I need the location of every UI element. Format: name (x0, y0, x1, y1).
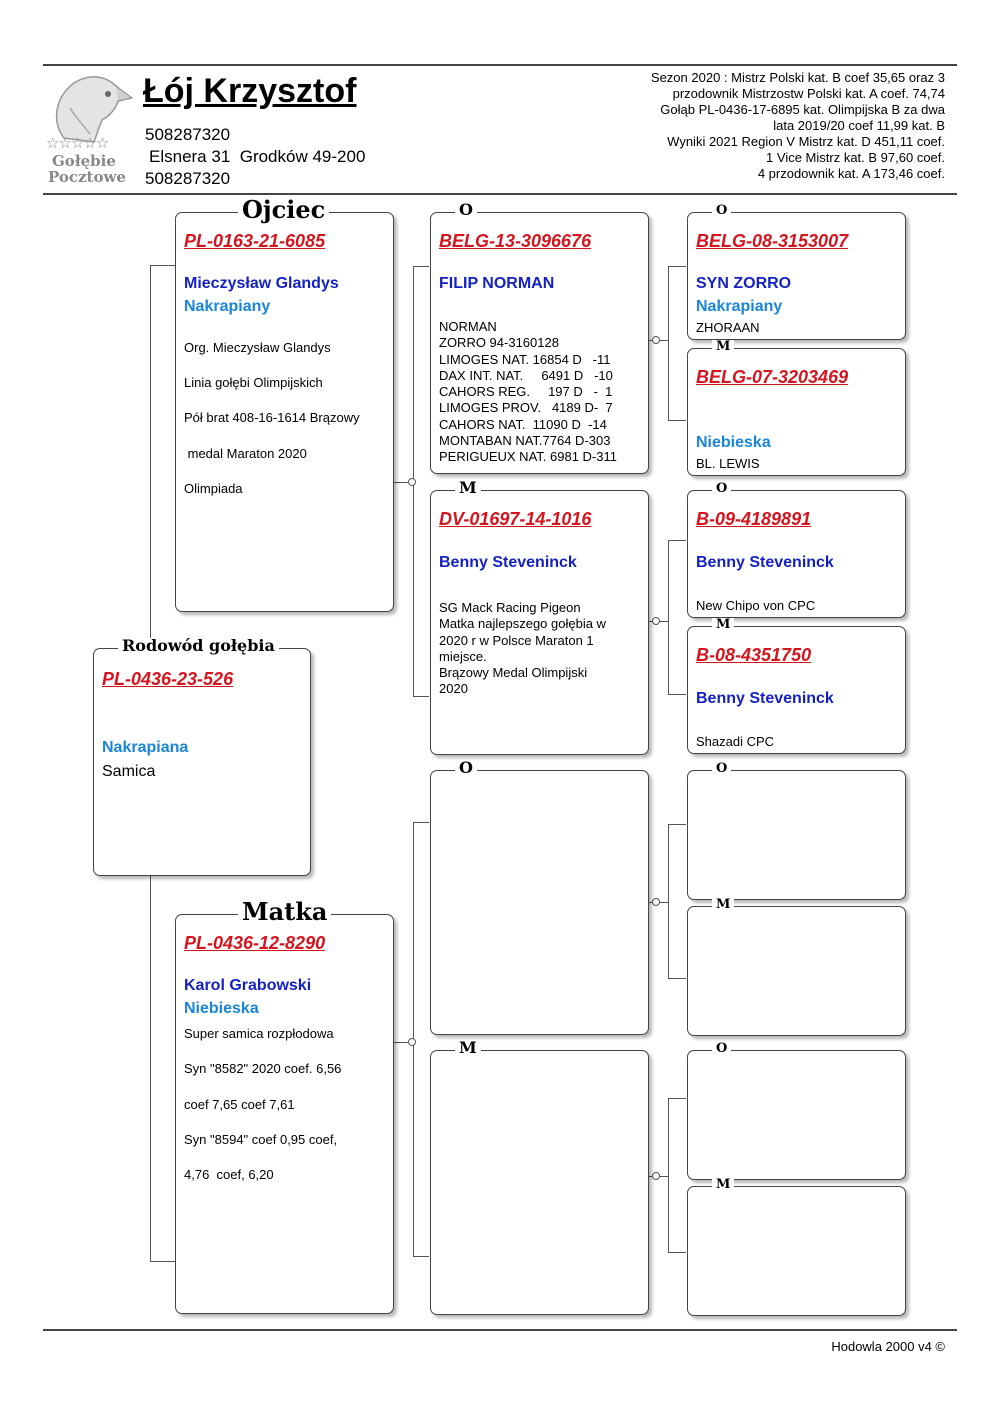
great-grandparent-card[interactable] (687, 203, 906, 340)
card-tag: O (712, 762, 731, 775)
connector-line (150, 876, 151, 1261)
logo (44, 68, 136, 188)
note-line: Syn "8582" 2020 coef. 6,56 (184, 1061, 342, 1076)
ring-number[interactable]: BELG-07-3203469 (696, 367, 849, 387)
ring-number[interactable]: PL-0436-12-8290 (184, 933, 326, 953)
connector-line (668, 420, 686, 421)
achievement-line: 1 Vice Mistrz kat. B 97,60 coef. (766, 150, 945, 165)
note-line: Super samica rozpłodowa (184, 1026, 334, 1041)
paternal-grandfather-card[interactable] (430, 200, 649, 474)
note-line: BL. LEWIS (696, 456, 760, 471)
pigeon-color: Nakrapiana (102, 739, 189, 756)
card-tag: Ojciec (238, 198, 329, 222)
connector-node (652, 898, 660, 906)
connector-line (150, 265, 175, 266)
note-line: New Chipo von CPC (696, 598, 816, 613)
card-tag: M (455, 480, 481, 496)
card-tag: O (712, 482, 731, 495)
footer-credit: Hodowla 2000 v4 © (831, 1339, 945, 1354)
pigeon-color: Nakrapiany (696, 298, 783, 315)
card-tag: Rodowód gołębia (118, 638, 279, 654)
ring-number[interactable]: DV-01697-14-1016 (439, 509, 592, 529)
card-tag: M (455, 1040, 481, 1056)
achievement-line: Wyniki 2021 Region V Mistrz kat. D 451,11 coef. (667, 134, 945, 149)
connector-line (668, 540, 669, 694)
mother-card[interactable] (175, 897, 394, 1314)
paternal-grandmother-card[interactable] (430, 478, 649, 755)
connector-node (408, 1038, 416, 1046)
owner-name: Karol Grabowski (184, 977, 312, 994)
great-grandparent-card[interactable] (687, 1177, 906, 1316)
connector-line (668, 824, 686, 825)
connector-line (668, 1098, 669, 1252)
connector-line (150, 1261, 175, 1262)
maternal-grandfather-card[interactable] (430, 758, 649, 1035)
connector-node (652, 617, 660, 625)
connector-node (652, 1172, 660, 1180)
card-tag: M (712, 898, 734, 911)
logo-stars: ☆☆☆☆☆ (46, 134, 109, 152)
note-line: Olimpiada (184, 481, 243, 496)
owner-name: Benny Steveninck (696, 690, 834, 707)
achievements (651, 70, 945, 182)
card-tag: O (712, 204, 731, 217)
note-line: Org. Mieczysław Glandys (184, 340, 331, 355)
great-grandparent-card[interactable] (687, 481, 906, 618)
card-tag: M (712, 340, 734, 353)
ring-number[interactable]: BELG-13-3096676 (439, 231, 592, 251)
ring-number[interactable]: B-09-4189891 (696, 509, 812, 529)
great-grandparent-card[interactable] (687, 1041, 906, 1180)
card-tag: M (712, 618, 734, 631)
connector-node (652, 336, 660, 344)
note-line: ZHORAAN (696, 320, 760, 335)
note-line: 4,76 coef, 6,20 (184, 1167, 274, 1182)
breeder-phone-2: 508287320 (145, 169, 231, 188)
pedigree-notes: SG Mack Racing Pigeon Matka najlepszego gołębia w 2020 r w Polsce Maraton 1 miejsce. Brązowy Medal Olimpijski 2020 (439, 600, 606, 697)
ring-number[interactable]: B-08-4351750 (696, 645, 812, 665)
owner-name: SYN ZORRO (696, 275, 792, 292)
achievement-line: Sezon 2020 : Mistrz Polski kat. B coef 35,65 oraz 3 (650, 70, 945, 85)
owner-name: FILIP NORMAN (439, 275, 555, 292)
owner-name: Benny Steveninck (696, 554, 834, 571)
breeder-address: Elsnera 31 Grodków 49-200 (149, 147, 366, 166)
ring-number[interactable]: PL-0163-21-6085 (184, 231, 326, 251)
card-tag: O (455, 202, 477, 218)
connector-line (668, 266, 669, 420)
connector-node (408, 478, 416, 486)
great-grandparent-card[interactable] (687, 761, 906, 900)
subject-pigeon-card[interactable] (93, 636, 311, 876)
breeder-name: Łój Krzysztof (143, 72, 357, 110)
breeder-phone: 508287320 (145, 125, 231, 144)
note-line: medal Maraton 2020 (184, 446, 307, 461)
logo-text-line1: Gołębie (52, 152, 116, 170)
connector-line (668, 1252, 686, 1253)
pedigree-notes: NORMAN ZORRO 94-3160128 LIMOGES NAT. 16854 D -11 DAX INT. NAT. 6491 D -10 CAHORS REG. 197 D - 1 LIMOGES PROV. 4189 D- 7 CAHORS NAT. 11090 D -14 MONTABAN NAT.7764 D-303 PERIGUEUX NAT. 6981 D-311 (439, 319, 617, 465)
maternal-grandmother-card[interactable] (430, 1038, 649, 1315)
great-grandparent-card[interactable] (687, 897, 906, 1036)
logo-text-line2: Pocztowe (48, 168, 126, 186)
card-tag: O (455, 760, 477, 776)
pigeon-color: Nakrapiany (184, 298, 271, 315)
footer-rule (43, 1329, 957, 1331)
achievement-line: 4 przodownik kat. A 173,46 coef. (757, 166, 945, 181)
header-bottom-rule (43, 193, 957, 195)
achievement-line: przodownik Mistrzostw Polski kat. A coef. 74,74 (672, 86, 945, 101)
achievement-line: lata 2019/20 coef 11,99 kat. B (773, 118, 945, 133)
ring-number[interactable]: PL-0436-23-526 (102, 669, 234, 689)
connector-line (413, 1256, 429, 1257)
note-line: Linia gołębi Olimpijskich (184, 375, 323, 390)
connector-line (668, 266, 686, 267)
note-line: Syn "8594" coef 0,95 coef, (184, 1132, 338, 1147)
connector-line (150, 265, 151, 645)
card-tag: Matka (238, 900, 331, 924)
owner-name: Mieczysław Glandys (184, 275, 339, 292)
ring-number[interactable]: BELG-08-3153007 (696, 231, 849, 251)
connector-line (668, 694, 686, 695)
connector-line (413, 822, 429, 823)
card-tag: O (712, 1042, 731, 1055)
connector-line (413, 266, 429, 267)
note-line: coef 7,65 coef 7,61 (184, 1097, 295, 1112)
achievement-line: Gołąb PL-0436-17-6895 kat. Olimpijska B za dwa (660, 102, 945, 117)
connector-line (413, 696, 429, 697)
connector-line (668, 824, 669, 978)
connector-line (668, 1098, 686, 1099)
pigeon-sex: Samica (102, 763, 156, 780)
connector-line (668, 978, 686, 979)
card-tag: M (712, 1178, 734, 1191)
owner-name: Benny Steveninck (439, 554, 577, 571)
pigeon-color: Niebieska (696, 434, 771, 451)
great-grandparent-card[interactable] (687, 339, 906, 476)
connector-line (668, 540, 686, 541)
note-line: Pół brat 408-16-1614 Brązowy (184, 410, 360, 425)
pigeon-color: Niebieska (184, 1000, 259, 1017)
note-line: Shazadi CPC (696, 734, 775, 749)
great-grandparent-card[interactable] (687, 617, 906, 754)
header-top-rule (43, 64, 957, 66)
father-card[interactable] (175, 195, 394, 612)
